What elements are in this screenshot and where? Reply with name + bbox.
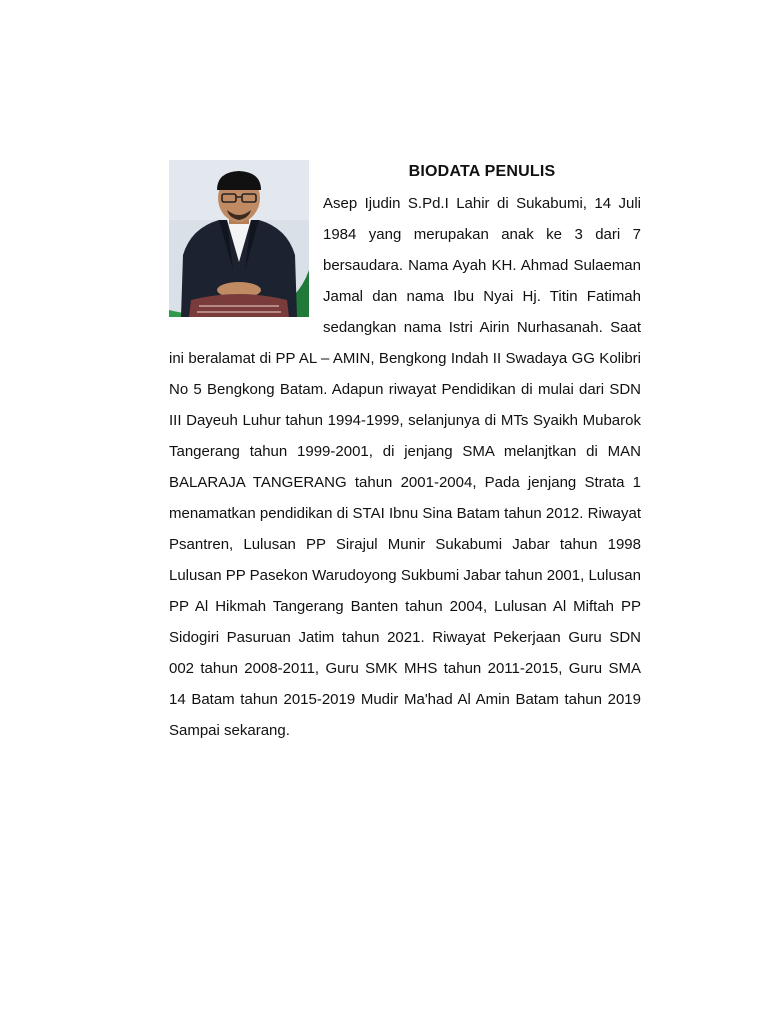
page-title: BIODATA PENULIS — [408, 163, 556, 180]
biography-paragraph: Asep Ijudin S.Pd.I Lahir di Sukabumi, 14 Juli 1984 yang merupakan anak ke 3 dari 7 bersaudara. Nama Ayah KH. Ahmad Sulaeman Jamal dan nama Ibu Nyai Hj. Titin Fatimah sedangkan nama Istri Airin Nurhasanah. Saat ini beralamat di PP AL – AMIN, Bengkong Indah II Swadaya GG Kolibri No 5 Bengkong Batam. Adapun riwayat Pendidikan di mulai dari SDN III Dayeuh Luhur tahun 1994-1999, selanjunya di MTs Syaikh Mubarok Tangerang tahun 1999-2001, di jenjang SMA melanjtkan di MAN BALARAJA TANGERANG tahun 2001-2004, Pada jenjang Strata 1 menamatkan pendidikan di STAI Ibnu Sina Batam tahun 2012. Riwayat Psantren, Lulusan PP Sirajul Munir Sukabumi Jabar tahun 1998 Lulusan PP Pasekon Warudoyong Sukbumi Jabar tahun 2001, Lulusan PP Al Hikmah Tangerang Banten tahun 2004, Lulusan Al Miftah PP Sidogiri Pasuruan Jatim tahun 2021. Riwayat Pekerjaan Guru SDN 002 tahun 2008-2011, Guru SMK MHS tahun 2011-2015, Guru SMA 14 Batam tahun 2015-2019 Mudir Ma'had Al Amin Batam tahun 2019 Sampai sekarang. — [169, 195, 641, 739]
author-photo — [169, 160, 309, 317]
biodata-section — [169, 160, 641, 746]
